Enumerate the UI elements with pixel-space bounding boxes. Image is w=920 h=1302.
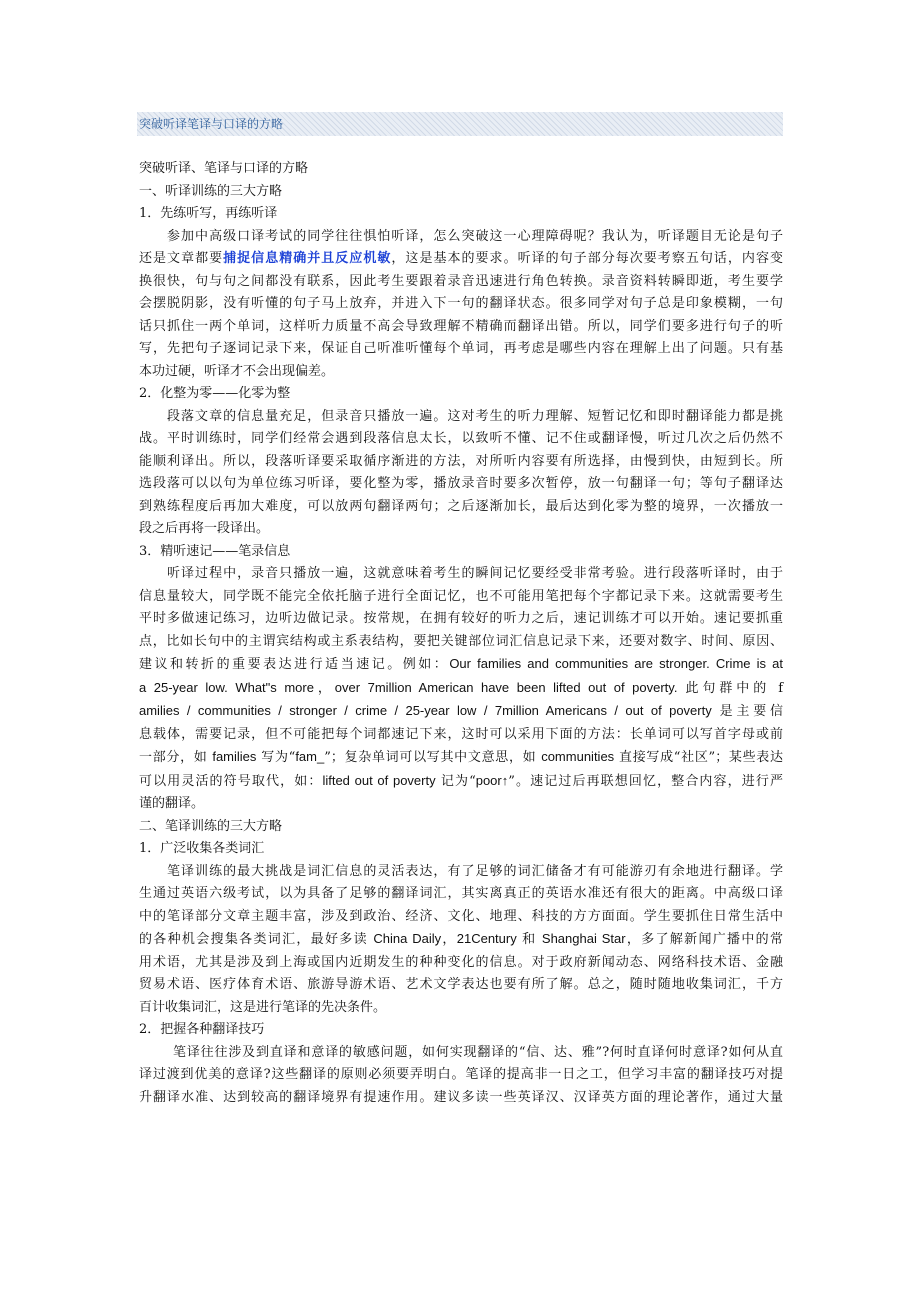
text-line: 百计收集词汇，这是进行笔译的先决条件。 — [139, 999, 387, 1015]
text-line: amilies / communities / stronger / crime / 25-year low / 7million Americans / out of poverty 是主要信 — [139, 703, 783, 719]
text-line: 还是文章都要捕捉信息精确并且反应机敏，这是基本的要求。听译的句子部分每次要考察五句话，内容变 — [139, 251, 783, 266]
text-line: 平时多做速记练习，边听边做记录。按常规，在拥有较好的听力之后，速记训练才可以开始。速记要抓重 — [139, 611, 783, 626]
subsection-heading: 3．精听速记——笔录信息 — [139, 543, 291, 559]
text-line: 一部分，如 families 写为“fam_”；复杂单词可以写其中文意思，如 communities 直接写成“社区”；某些表达 — [139, 749, 783, 765]
section-heading: 一、听译训练的三大方略 — [139, 183, 283, 199]
paragraph — [139, 563, 783, 816]
text-line: 谨的翻译。 — [139, 796, 205, 811]
text-line: 段之后再将一段译出。 — [139, 521, 270, 536]
text-line: 升翻译水准、达到较高的翻译境界有提速作用。建议多读一些英译汉、汉译英方面的理论著作，通过大量 — [139, 1089, 783, 1105]
text-line: 段落文章的信息量充足，但录音只播放一遍。这对考生的听力理解、短暂记忆和即时翻译能力都是挑 — [167, 408, 783, 424]
text-line: 笔译训练的最大挑战是词汇信息的灵活表达，有了足够的词汇储备才有可能游刃有余地进行翻译。学 — [167, 863, 783, 879]
paragraph — [139, 1042, 783, 1110]
paragraph — [139, 406, 783, 541]
text-line: 贸易术语、医疗体育术语、旅游导游术语、艺术文学表达也要有所了解。总之，随时随地收集词汇，千方 — [139, 977, 783, 992]
subsection-heading: 2．把握各种翻译技巧 — [139, 1022, 265, 1037]
text-line: 的各种机会搜集各类词汇，最好多读 China Daily，21Century 和 Shanghai Star，多了解新闻广播中的常 — [139, 931, 783, 947]
text-line: 战。平时训练时，同学们经常会遇到段落信息太长，以致听不懂、记不住或翻译慢，听过几次之后仍然不 — [139, 431, 783, 446]
header-title: 突破听译笔译与口译的方略 — [139, 117, 284, 131]
text-line: 参加中高级口译考试的同学往往惧怕听译，怎么突破这一心理障碍呢？我认为，听译题目无论是句子 — [167, 228, 783, 244]
subsection-heading: 1．先练听写，再练听译 — [139, 206, 278, 221]
text-line: 到熟练程度后再加大难度，可以放两句翻译两句；之后逐渐加长，最后达到化零为整的境界，一次播放一 — [139, 498, 783, 514]
emphasis-link[interactable]: 捕捉信息精确并且反应机敏 — [223, 251, 392, 266]
text-line: 息载体，需要记录，但不可能把每个词都速记下来，这时可以采用下面的方法：长单词可以写首字母或前 — [139, 726, 783, 742]
article-body — [139, 158, 783, 1109]
text-line: 点，比如长句中的主谓宾结构或主系表结构，要把关键部位词汇信息记录下来，还要对数字、时间、原因、 — [139, 633, 783, 649]
subsection-heading: 1．广泛收集各类词汇 — [139, 841, 265, 856]
section-heading: 二、笔译训练的三大方略 — [139, 818, 283, 834]
text-line: 写，先把句子逐词记录下来，保证自己听准听懂每个单词，再考虑是哪些内容在理解上出了问题。只有基 — [139, 341, 783, 356]
subsection-heading: 2．化整为零——化零为整 — [139, 386, 291, 401]
text-line: 生通过英语六级考试，以为具备了足够的翻译词汇，其实离真正的英语水准还有很大的距离。中高级口译 — [139, 886, 783, 901]
paragraph — [139, 861, 783, 1020]
text-line: 选段落可以以句为单位练习听译，要化整为零，播放录音时要多次暂停，放一句翻译一句；等句子翻译达 — [139, 476, 783, 491]
text-line: 中的笔译部分文章主题丰富，涉及到政治、经济、文化、地理、科技的方方面面。学生要抓住日常生活中 — [139, 908, 783, 924]
text-line: 听译过程中，录音只播放一遍，这就意味着考生的瞬间记忆要经受非常考验。进行段落听译时，由于 — [167, 566, 783, 581]
paragraph — [139, 226, 783, 384]
text-line: 译过渡到优美的意译?这些翻译的原则必须要弄明白。笔译的提高非一日之工，但学习丰富的翻译技巧对提 — [139, 1067, 783, 1082]
text-line: 能顺利译出。所以，段落听译要采取循序渐进的方法，对所听内容要有所选择，由慢到快，由短到长。所 — [139, 453, 783, 469]
text-line: 可以用灵活的符号取代，如：lifted out of poverty 记为“poor↑”。速记过后再联想回忆，整合内容，进行严 — [139, 772, 783, 789]
text-line: 用术语，尤其是涉及到上海或国内近期发生的种种变化的信息。对于政府新闻动态、网络科技术语、金融 — [139, 954, 783, 970]
text-line: 会摆脱阴影，没有听懂的句子马上放弃，并进入下一句的翻译状态。很多同学对句子总是印象模糊，一句 — [139, 296, 783, 311]
text-line: 换很快，句与句之间都没有联系，因此考生要跟着录音迅速进行角色转换。录音资料转瞬即逝，考生要学 — [139, 273, 783, 289]
text-line: 笔译往往涉及到直译和意译的敏感问题，如何实现翻译的“信、达、雅”?何时直译何时意译?如何从直 — [173, 1044, 783, 1060]
text-line: 本功过硬，听译才不会出现偏差。 — [139, 363, 335, 379]
text-line: 建议和转折的重要表达进行适当速记。例如：Our families and communities are stronger. Crime is at — [139, 656, 783, 672]
text-line: a 25-year low. What"s more，over 7million American have been lifted out of poverty. 此句群中的 f — [139, 679, 784, 696]
document-title: 突破听译、笔译与口译的方略 — [139, 161, 309, 176]
header-banner — [137, 112, 783, 136]
text-line: 话只抓住一两个单词，这样听力质量不高会导致理解不精确而翻译出错。所以，同学们要多进行句子的听 — [139, 318, 783, 334]
text-line: 信息量较大，同学既不能完全依托脑子进行全面记忆，也不可能用笔把每个字都记录下来。这就需要考生 — [139, 588, 783, 604]
